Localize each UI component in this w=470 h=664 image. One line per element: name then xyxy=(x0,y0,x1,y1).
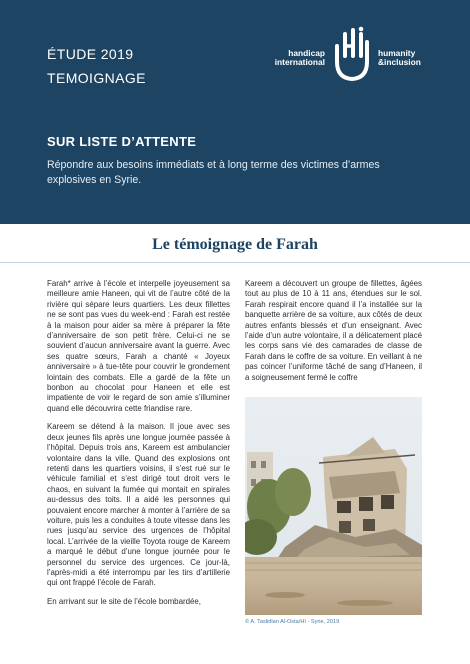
organization-logo xyxy=(268,26,438,88)
testimony-title: Le témoignage de Farah xyxy=(152,236,318,253)
paragraph: En arrivant sur le site de l’école bombardée, xyxy=(47,596,201,606)
paragraph: Farah* arrive à l’école et interpelle joyeusement sa meilleure amie Haneen, qui vit de l’autre côté de la rivière qui sépare leurs quartiers. Les deux fillettes ne se sont pas vues du week-end : Farah est restée à la maison pour aider sa mère à préparer la fête d’anniversaire de son petit frère. Celui-ci ne se souvient d’aucun anniversaire avant la guerre. Avec ses quatre sœurs, Farah a chanté « Joyeux anniversaire » à tue-tête pour couvrir le grondement lointain des combats. Elle a gardé de la fête un bonbon au chocolat pour Haneen et elle est impatiente de voir le regard de son amie s’illuminer quand elle découvrira cette friandise rare. xyxy=(47,279,230,413)
photo-caption: © A. Taslidlan Al-Osta/HI - Syrie, 2019 xyxy=(245,619,340,625)
paragraph: Kareem se détend à la maison. Il joue avec ses deux jeunes fils après une longue journée passée à l’hôpital. Depuis trois ans, Kareem est ambulancier volontaire dans la ville. Quand des explosions ont retenti dans les quartiers voisins, il s’est rué sur le véhicule familial et s’est dirigé tout droit vers le chaos, en suivant la fumée qui montait en spirales au-dessus des toits. Il a aidé les personnes qui pouvaient encore marcher à monter à l’arrière de sa voiture, puis les a conduites à toute vitesse dans les rues jusqu’au service des urgences de l’hôpital local. L’arrivée de la vieille Toyota rouge de Kareem a marqué le début d’une longue journée pour le personnel du service des urgences. Ce jour-là, l’après-midi a été interrompu par les tirs d’artillerie qui ont frappé l’école de Farah. xyxy=(47,422,230,588)
photo-illustration xyxy=(245,397,422,615)
damaged-building-photo xyxy=(245,397,422,615)
header-band xyxy=(0,0,470,224)
logo-left-text: handicap international xyxy=(274,48,325,67)
section-subtitle: Répondre aux besoins immédiats et à long terme des victimes d’armes explosives en Syrie. xyxy=(47,159,380,186)
section-title: SUR LISTE D’ATTENTE xyxy=(47,134,197,149)
left-text-column xyxy=(47,279,230,615)
study-kind: TEMOIGNAGE xyxy=(47,70,146,86)
hand-logo-icon xyxy=(328,26,376,82)
logo-right-text: humanity &inclusion xyxy=(378,48,421,67)
paragraph: Kareem a découvert un groupe de fillettes, âgées tout au plus de 10 à 11 ans, étendues sur le sol. Farah respirait encore quand il l’a installée sur la banquette arrière de sa voiture, aux côtés de deux autres enfants blessés et d’un enseignant. Avec l’aide d’un autre volontaire, il a délicatement placé les corps sans vie des camarades de classe de Farah dans le coffre de sa voiture. En veillant à ne pas coincer l’uniforme tâché de sang d’Haneen, il a soigneusement fermé le coffre xyxy=(245,279,422,382)
right-text-column xyxy=(245,279,422,391)
study-type: ÉTUDE 2019 xyxy=(47,46,134,62)
title-divider xyxy=(0,262,470,263)
